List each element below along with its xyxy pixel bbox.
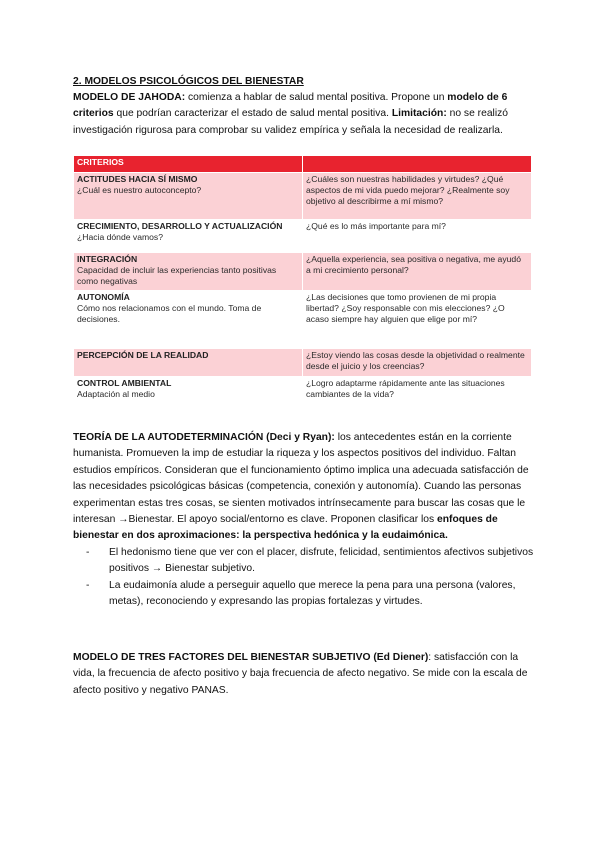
criterion-cell	[74, 253, 303, 291]
diener-paragraph	[73, 650, 535, 699]
jahoda-text-1: comienza a hablar de salud mental positiva. Propone un	[185, 92, 448, 103]
criterion-label: AUTONOMÍA	[77, 292, 130, 302]
section-title: 2. MODELOS PSICOLÓGICOS DEL BIENESTAR	[73, 76, 304, 87]
criterion-cell	[74, 377, 303, 405]
list-item	[73, 578, 535, 611]
autodeterminacion-section	[73, 430, 535, 610]
criterion-desc: Adaptación al medio	[77, 389, 155, 400]
question-cell: ¿Aquella experiencia, sea positiva o negativa, me ayudó a mi crecimiento personal?	[303, 253, 532, 291]
question-cell: ¿Qué es lo más importante para mí?	[303, 220, 532, 253]
criterion-cell	[74, 173, 303, 220]
criterion-label: CONTROL AMBIENTAL	[77, 378, 172, 388]
criterion-cell	[74, 349, 303, 377]
bullet-list	[73, 545, 535, 611]
criterion-label: PERCEPCIÓN DE LA REALIDAD	[77, 350, 209, 360]
table-row	[74, 291, 532, 349]
diener-label: MODELO DE TRES FACTORES DEL BIENESTAR SUBJETIVO (Ed Diener)	[73, 652, 429, 663]
diener-text: : satisfacción con la vida, la frecuencia de afecto positivo y baja frecuencia de afecto negativo. Se mide con la escala de afecto positivo y negativo PANAS.	[73, 652, 528, 696]
bullet-dash: -	[86, 546, 90, 558]
criterion-desc: Capacidad de incluir las experiencias tanto positivas como negativas	[77, 265, 277, 287]
criterion-label: INTEGRACIÓN	[77, 254, 138, 264]
jahoda-label: MODELO DE JAHODA:	[73, 92, 186, 103]
bullet-dash: -	[86, 579, 90, 591]
table-header-cell: CRITERIOS	[74, 156, 303, 173]
table-header-row	[74, 156, 532, 173]
table-row	[74, 253, 532, 291]
question-cell: ¿Cuáles son nuestras habilidades y virtudes? ¿Qué aspectos de mi vida puedo mejorar? ¿Realmente soy objetivo al describirme a mí mismo?	[303, 173, 532, 220]
criterion-label: CRECIMIENTO, DESARROLLO Y ACTUALIZACIÓN	[77, 221, 283, 231]
table-row	[74, 349, 532, 377]
criterion-cell	[74, 291, 303, 349]
diener-section	[73, 650, 535, 699]
page-body	[73, 74, 535, 139]
jahoda-text-3: no se realizó investigación rigurosa para comprobar su validez empírica y señala la necesidad de realizarla.	[73, 108, 508, 136]
question-cell: ¿Logro adaptarme rápidamente ante las situaciones cambiantes de la vida?	[303, 377, 532, 405]
jahoda-limitation-label: Limitación:	[391, 108, 447, 120]
jahoda-text-2: que podrían caracterizar el estado de salud mental positiva.	[113, 108, 392, 120]
autodet-bold: enfoques de bienestar en dos aproximaciones: la perspectiva hedónica y la eudaimónica.	[73, 514, 498, 542]
criterion-desc: ¿Cuál es nuestro autoconcepto?	[77, 185, 202, 196]
list-item	[73, 545, 535, 578]
table-row	[74, 220, 532, 253]
criterion-desc: ¿Hacia dónde vamos?	[77, 232, 163, 243]
autodet-text: los antecedentes están en la corriente humanista. Promueven la imp de estudiar la riqueza y los aspectos positivos del individuo. Faltan estudios empíricos. Consideran que el funcionamiento óptimo implica una adecuada satisfacción de las necesidades psicológicas básicas (competencia, conexión y autonomía). Cuando las personas experimentan estas tres cosas, se sienten motivados intrínsecamente para buscar las cosas que le interesan →Bienestar. El apoyo social/entorno es clave. Proponen clasificar los	[73, 432, 529, 526]
list-item-text: La eudaimonía alude a perseguir aquello que merece la pena para una persona (valores, metas), reconociendo y expresando las propias fortalezas y virtudes.	[109, 579, 516, 608]
table-row	[74, 173, 532, 220]
table-row	[74, 377, 532, 405]
autodet-paragraph	[73, 430, 535, 545]
autodet-label: TEORÍA DE LA AUTODETERMINACIÓN (Deci y Ryan):	[73, 432, 335, 443]
criterion-cell	[74, 220, 303, 253]
jahoda-paragraph	[73, 90, 535, 139]
criteria-table	[73, 155, 532, 405]
criterion-label: ACTITUDES HACIA SÍ MISMO	[77, 174, 198, 184]
question-cell: ¿Las decisiones que tomo provienen de mi propia libertad? ¿Soy responsable con mis elecciones? ¿O acaso siempre hay alguien que elige por mí?	[303, 291, 532, 349]
list-item-text: El hedonismo tiene que ver con el placer, disfrute, felicidad, sentimientos afectivos subjetivos positivos → Bienestar subjetivo.	[109, 546, 534, 575]
table-header-empty	[303, 156, 532, 173]
criterion-desc: Cómo nos relacionamos con el mundo. Toma de decisiones.	[77, 303, 262, 325]
question-cell: ¿Estoy viendo las cosas desde la objetividad o realmente desde el juicio y los creencias?	[303, 349, 532, 377]
jahoda-bold-1: modelo de 6 criterios	[73, 92, 508, 120]
